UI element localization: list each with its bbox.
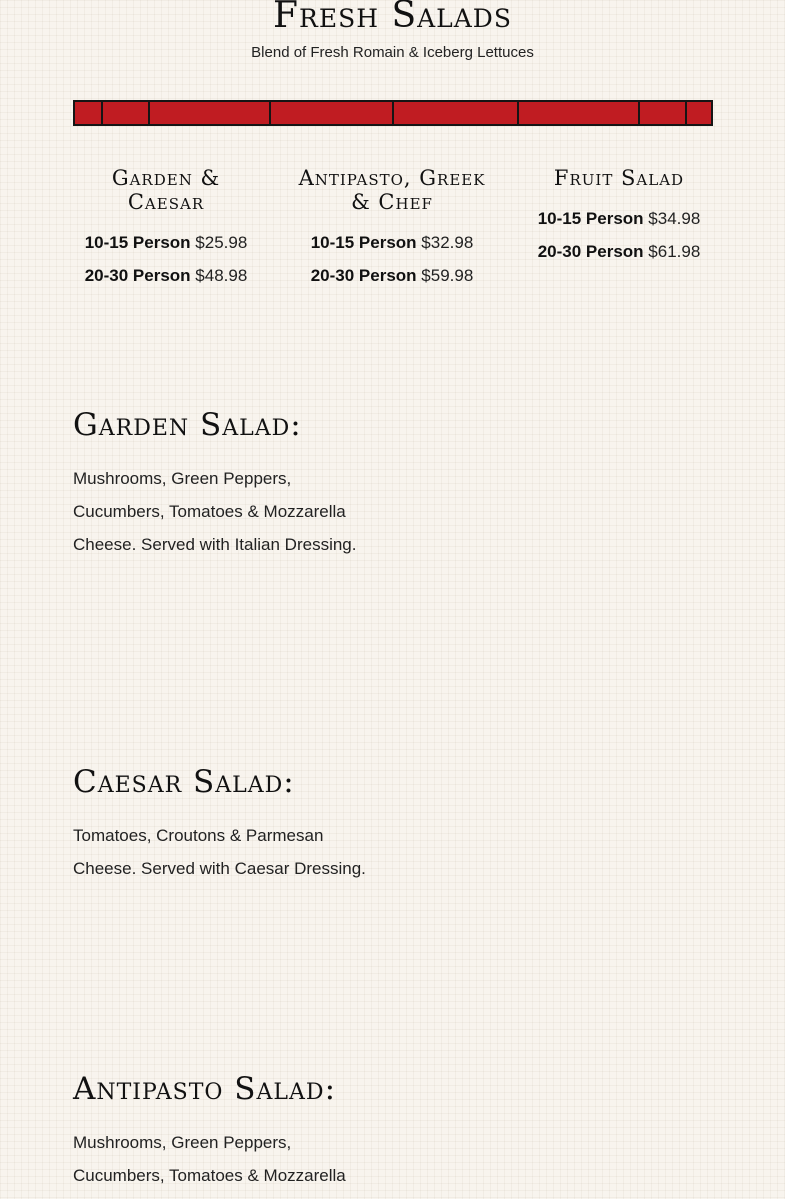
serving-size: 10-15 Person [310, 233, 417, 252]
tab-segment[interactable] [687, 102, 711, 124]
serving-size: 20-30 Person [84, 266, 191, 285]
garden-salad-description: Mushrooms, Green Peppers, Cucumbers, Tomatoes & Mozzarella Cheese. Served with Italian Dressing. [73, 469, 357, 554]
caesar-salad-description: Tomatoes, Croutons & Parmesan Cheese. Served with Caesar Dressing. [73, 826, 366, 878]
price-row [73, 226, 259, 259]
price-row [73, 259, 259, 292]
price-row [524, 202, 714, 235]
caesar-salad-title: Caesar Salad: [73, 764, 295, 800]
tab-segment[interactable] [75, 102, 103, 124]
price-column-fruit-salad [524, 166, 714, 268]
price-row [292, 259, 492, 292]
tab-segment[interactable] [394, 102, 519, 124]
page-title: Fresh Salads [273, 0, 512, 36]
price-column-title: Fruit Salad [553, 166, 685, 190]
tab-segment[interactable] [103, 102, 150, 124]
tab-segment[interactable] [640, 102, 687, 124]
serving-size: 20-30 Person [310, 266, 417, 285]
price-value: $34.98 [648, 209, 701, 228]
serving-size: 20-30 Person [537, 242, 644, 261]
price-column-antipasto-greek-chef [292, 166, 492, 292]
page-subtitle: Blend of Fresh Romain & Iceberg Lettuces [251, 44, 534, 61]
serving-size: 10-15 Person [537, 209, 644, 228]
antipasto-salad-title: Antipasto Salad: [73, 1071, 337, 1107]
price-row [524, 235, 714, 268]
tab-segment[interactable] [271, 102, 394, 124]
price-value: $32.98 [421, 233, 474, 252]
price-column-garden-caesar [73, 166, 259, 292]
garden-salad-title: Garden Salad: [73, 407, 302, 443]
tab-segment[interactable] [519, 102, 640, 124]
price-value: $25.98 [195, 233, 248, 252]
price-value: $59.98 [421, 266, 474, 285]
price-column-title: Antipasto, Greek & Chef [298, 166, 486, 214]
price-value: $61.98 [648, 242, 701, 261]
menu-tab-bar [73, 100, 713, 126]
antipasto-salad-description: Mushrooms, Green Peppers, Cucumbers, Tomatoes & Mozzarella [73, 1133, 346, 1185]
price-row [292, 226, 492, 259]
price-value: $48.98 [195, 266, 248, 285]
serving-size: 10-15 Person [84, 233, 191, 252]
price-column-title: Garden & Caesar [111, 166, 221, 214]
tab-segment[interactable] [150, 102, 271, 124]
